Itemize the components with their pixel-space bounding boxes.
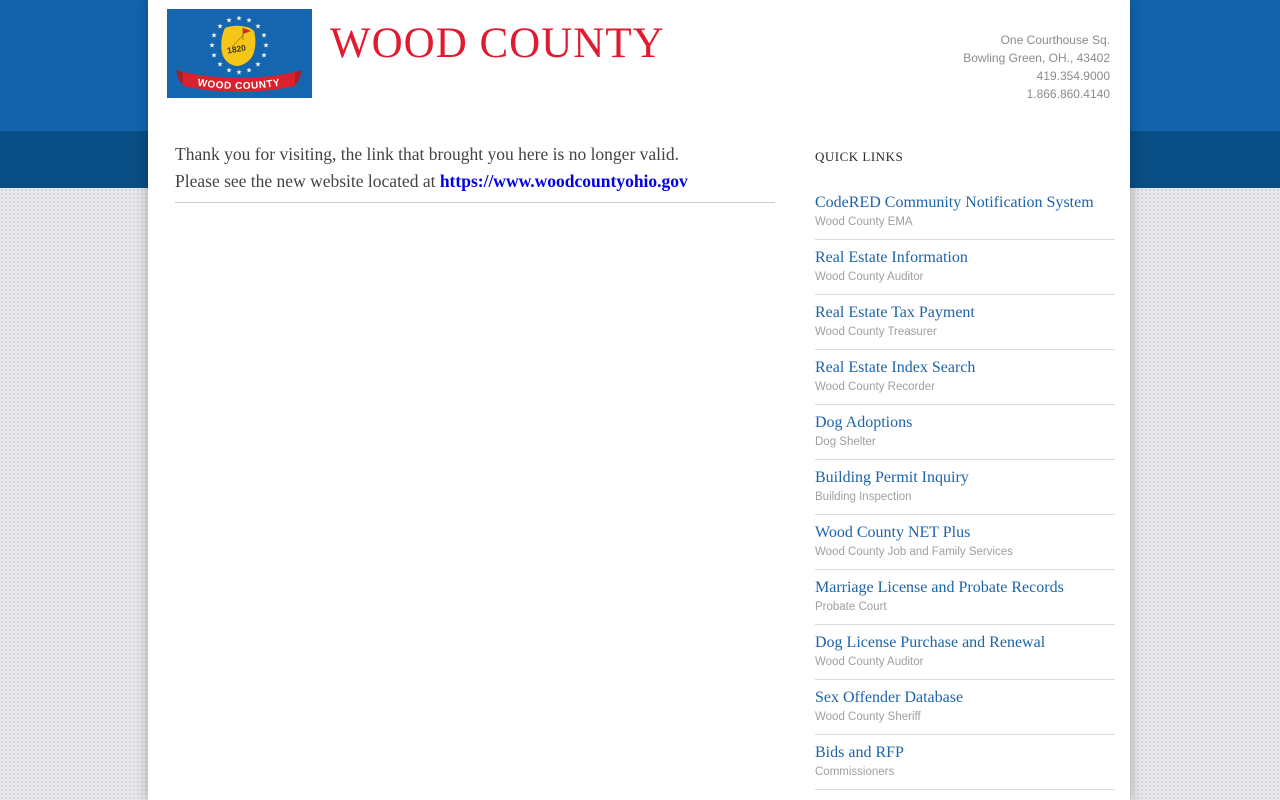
quick-link-item [815, 460, 1115, 515]
quick-link-sublabel: Wood County Auditor [815, 656, 924, 668]
svg-text:★: ★ [254, 23, 262, 31]
quick-links-sidebar [815, 150, 1115, 790]
quick-link-item [815, 405, 1115, 460]
new-website-link[interactable]: https://www.woodcountyohio.gov [439, 170, 688, 191]
message-line-2 [175, 168, 775, 195]
svg-text:★: ★ [208, 42, 216, 50]
quick-link-sublabel: Wood County Auditor [815, 271, 924, 283]
quick-link-sublabel: Wood County Sheriff [815, 711, 921, 723]
quick-link-item [815, 515, 1115, 570]
quick-link[interactable]: Dog Adoptions [815, 414, 913, 431]
quick-link-sublabel: Wood County Treasurer [815, 326, 937, 338]
contact-address-block [963, 31, 1110, 103]
wood-county-flag-logo [167, 9, 312, 98]
quick-link-sublabel: Probate Court [815, 601, 887, 613]
quick-link-item [815, 735, 1115, 790]
svg-text:★: ★ [210, 32, 218, 40]
quick-link-item [815, 295, 1115, 350]
quick-links-heading: QUICK LINKS [815, 149, 904, 164]
quick-link[interactable]: Building Permit Inquiry [815, 469, 969, 486]
quick-link[interactable]: Bids and RFP [815, 744, 904, 761]
svg-text:★: ★ [225, 67, 233, 75]
toll-free-number: 1.866.860.4140 [1026, 87, 1110, 101]
svg-text:★: ★ [260, 32, 268, 40]
quick-link[interactable]: CodeRED Community Notification System [815, 194, 1094, 211]
quick-link[interactable]: Sex Offender Database [815, 689, 964, 706]
quick-link[interactable]: Dog License Purchase and Renewal [815, 634, 1046, 651]
quick-link-item [815, 350, 1115, 405]
svg-text:★: ★ [262, 42, 270, 50]
quick-link[interactable]: Real Estate Tax Payment [815, 304, 975, 321]
message-line-2-prefix: Please see the new website located at [175, 170, 440, 191]
quick-link-item [815, 625, 1115, 680]
svg-text:★: ★ [225, 17, 233, 25]
address-line-2: Bowling Green, OH., 43402 [963, 51, 1110, 65]
quick-link[interactable]: Real Estate Index Search [815, 359, 976, 376]
svg-text:★: ★ [254, 61, 262, 69]
phone-number: 419.354.9000 [1036, 69, 1110, 83]
link-invalid-message [175, 141, 775, 203]
message-line-1: Thank you for visiting, the link that brought you here is no longer valid. [175, 144, 680, 164]
quick-link-sublabel: Commissioners [815, 766, 895, 778]
flag-year-label: 1820 [226, 42, 247, 56]
quick-link-sublabel: Wood County Job and Family Services [815, 546, 1013, 558]
quick-link-sublabel: Wood County Recorder [815, 381, 935, 393]
site-title: WOOD COUNTY [330, 20, 665, 67]
quick-link-item [815, 570, 1115, 625]
quick-link[interactable]: Marriage License and Probate Records [815, 579, 1064, 596]
ribbon-banner-label: WOOD COUNTY [196, 77, 282, 93]
quick-link-sublabel: Building Inspection [815, 491, 912, 503]
quick-link[interactable]: Wood County NET Plus [815, 524, 971, 541]
quick-link-item [815, 680, 1115, 735]
page-container [148, 0, 1130, 800]
svg-text:★: ★ [216, 61, 224, 69]
svg-text:★: ★ [210, 52, 218, 60]
svg-text:★: ★ [260, 52, 268, 60]
quick-link[interactable]: Real Estate Information [815, 249, 968, 266]
svg-text:★: ★ [216, 23, 224, 31]
svg-text:★: ★ [245, 17, 253, 25]
svg-text:★: ★ [245, 67, 253, 75]
quick-link-item [815, 185, 1115, 240]
svg-text:★: ★ [235, 15, 243, 23]
address-line-1: One Courthouse Sq. [1000, 33, 1110, 47]
quick-link-item [815, 240, 1115, 295]
svg-text:★: ★ [235, 69, 243, 77]
quick-link-sublabel: Dog Shelter [815, 436, 876, 448]
quick-link-sublabel: Wood County EMA [815, 216, 913, 228]
quick-links-list [815, 185, 1115, 790]
